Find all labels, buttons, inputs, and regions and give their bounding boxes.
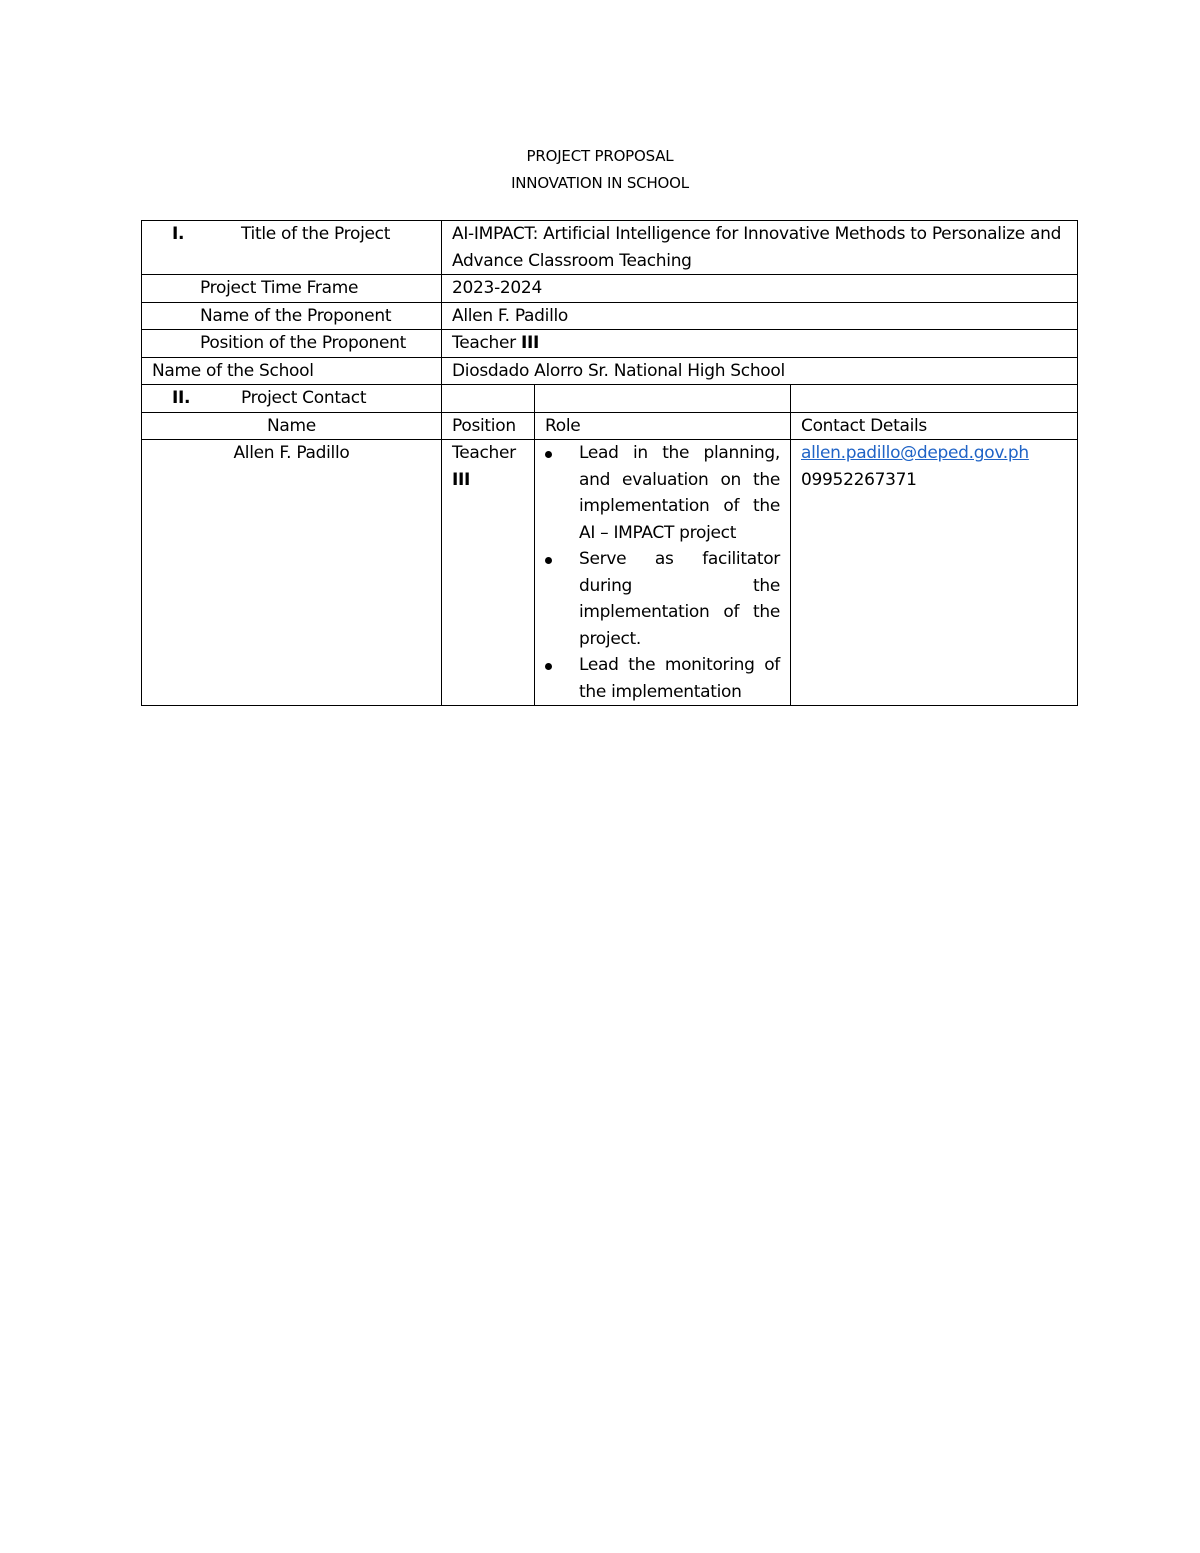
title-label-cell xyxy=(142,221,442,275)
name-header: Name xyxy=(142,412,442,440)
document-subtitle: INNOVATION IN SCHOOL xyxy=(511,174,689,192)
proponent-row xyxy=(142,302,1078,330)
project-contact-label-cell xyxy=(142,385,442,413)
title-label: Title of the Project xyxy=(241,224,391,244)
document-title: PROJECT PROPOSAL xyxy=(526,147,674,165)
proposal-table xyxy=(141,220,1078,706)
time-frame-row xyxy=(142,275,1078,303)
position-label: Position of the Proponent xyxy=(142,330,442,358)
contact-row xyxy=(142,440,1078,706)
school-label: Name of the School xyxy=(142,357,442,385)
time-frame-label: Project Time Frame xyxy=(142,275,442,303)
contact-roles xyxy=(535,440,791,706)
school-value: Diosdado Alorro Sr. National High School xyxy=(442,357,1078,385)
proponent-value: Allen F. Padillo xyxy=(442,302,1078,330)
position-header: Position xyxy=(442,412,535,440)
title-row xyxy=(142,221,1078,275)
position-value-prefix: Teacher xyxy=(452,333,516,353)
list-item: Lead the monitoring of the implementation xyxy=(535,652,780,705)
time-frame-value: 2023-2024 xyxy=(442,275,1078,303)
empty-cell xyxy=(442,385,535,413)
contact-header: Contact Details xyxy=(791,412,1078,440)
contact-position-rank: III xyxy=(452,469,471,490)
project-contact-row xyxy=(142,385,1078,413)
role-list xyxy=(535,440,780,705)
section-number: II. xyxy=(172,388,191,408)
section-number: I. xyxy=(172,224,185,244)
phone-number: 09952267371 xyxy=(801,469,917,490)
contact-position xyxy=(442,440,535,706)
project-contact-label: Project Contact xyxy=(241,388,367,408)
position-value xyxy=(442,330,1078,358)
contact-name: Allen F. Padillo xyxy=(142,440,442,706)
position-row xyxy=(142,330,1078,358)
contact-position-prefix: Teacher xyxy=(452,443,516,463)
email-link[interactable]: allen.padillo@deped.gov.ph xyxy=(801,443,1029,463)
list-item: Lead in the planning, and evaluation on the implementation of the AI – IMPACT project xyxy=(535,440,780,546)
contact-header-row xyxy=(142,412,1078,440)
position-value-rank: III xyxy=(520,333,540,353)
empty-cell xyxy=(535,385,791,413)
role-header: Role xyxy=(535,412,791,440)
school-row xyxy=(142,357,1078,385)
contact-details xyxy=(791,440,1078,706)
title-value: AI-IMPACT: Artificial Intelligence for Innovative Methods to Personalize and Advance Classroom Teaching xyxy=(442,221,1078,275)
list-item: Serve as facilitator during the implementation of the project. xyxy=(535,546,780,652)
proponent-label: Name of the Proponent xyxy=(142,302,442,330)
empty-cell xyxy=(791,385,1078,413)
